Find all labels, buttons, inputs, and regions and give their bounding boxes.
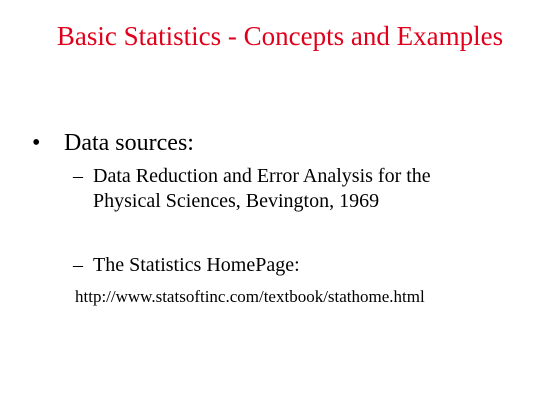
bullet-text: Data sources: — [64, 130, 194, 156]
sub-item-bevington — [73, 164, 533, 216]
sub-item-text-line1: Data Reduction and Error Analysis for the — [93, 165, 431, 187]
dash-icon: – — [73, 165, 83, 187]
bullet-item — [32, 129, 194, 157]
slide-title: Basic Statistics - Concepts and Examples — [56, 21, 504, 51]
dash-icon: – — [73, 254, 83, 276]
sub-item-homepage — [73, 253, 533, 277]
sub-item-text-line2: Physical Sciences, Bevington, 1969 — [93, 190, 380, 212]
sub-item-text: The Statistics HomePage: — [93, 254, 300, 276]
homepage-url: http://www.statsoftinc.com/textbook/stathome.html — [75, 287, 425, 306]
bullet-icon: • — [32, 130, 41, 156]
